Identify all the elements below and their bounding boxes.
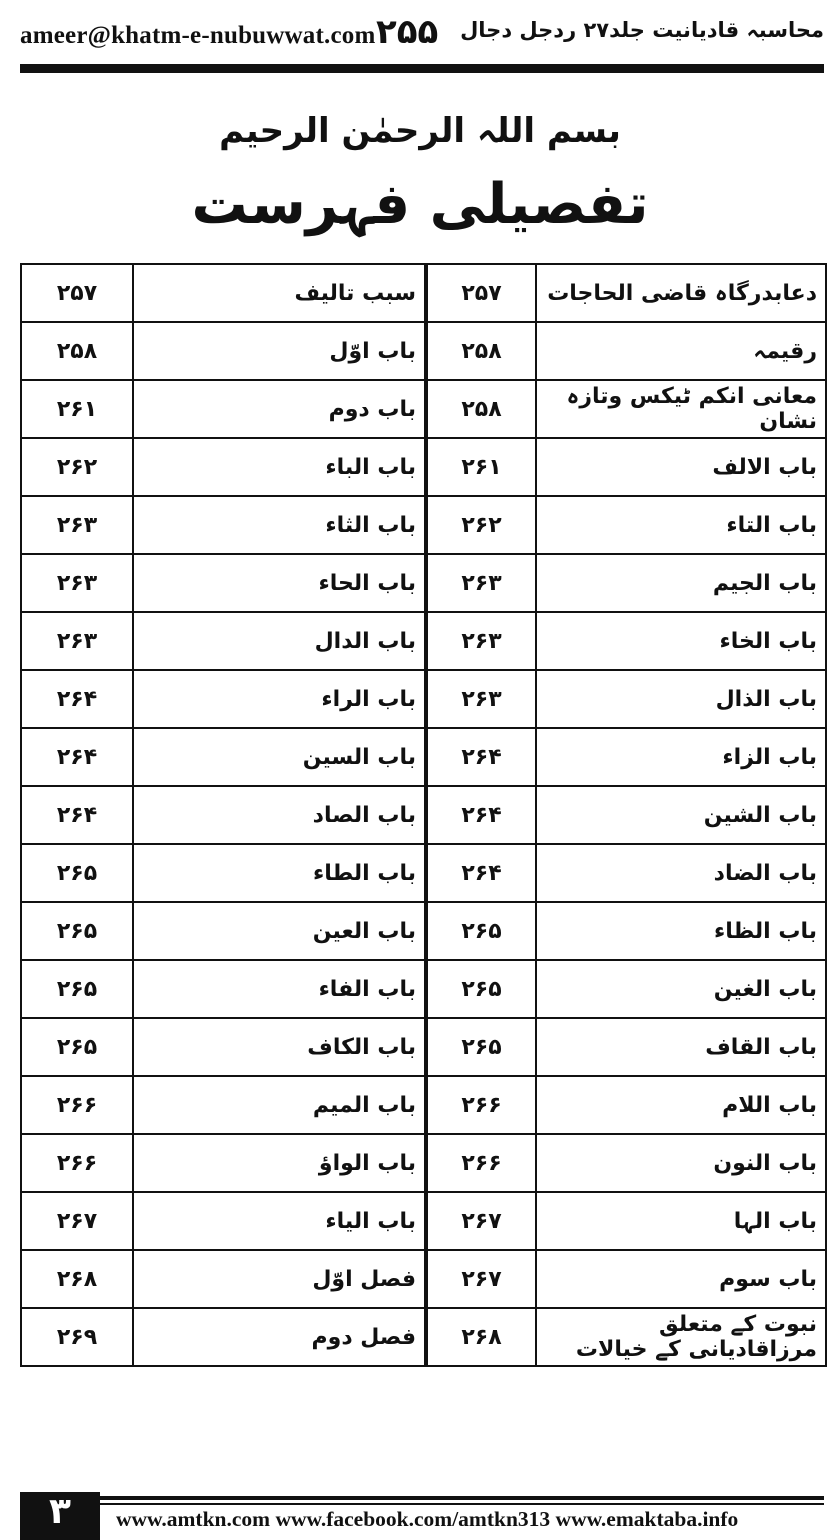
toc-page-right: ۲۶۶ — [426, 1134, 536, 1192]
toc-page-left: ۲۶۵ — [21, 1018, 133, 1076]
table-row — [21, 1192, 826, 1250]
table-row — [21, 1076, 826, 1134]
header-page-number: ۲۵۵ — [376, 12, 439, 52]
toc-page-right: ۲۶۷ — [426, 1250, 536, 1308]
toc-page-left: ۲۶۵ — [21, 902, 133, 960]
toc-entry-right: باب الالف — [536, 438, 826, 496]
toc-entry-left: باب الکاف — [133, 1018, 426, 1076]
toc-entry-right: باب الجیم — [536, 554, 826, 612]
toc-entry-right: رقیمہ — [536, 322, 826, 380]
toc-entry-right: معانی انکم ٹیکس وتازہ نشان — [536, 380, 826, 438]
toc-page-left: ۲۵۷ — [21, 264, 133, 322]
toc-page-right: ۲۶۱ — [426, 438, 536, 496]
toc-page-right: ۲۶۴ — [426, 786, 536, 844]
toc-entry-left: باب المیم — [133, 1076, 426, 1134]
toc-page-left: ۲۶۳ — [21, 612, 133, 670]
table-row — [21, 496, 826, 554]
toc-page-left: ۲۶۴ — [21, 786, 133, 844]
toc-page-right: ۲۶۳ — [426, 670, 536, 728]
toc-entry-left: باب الصاد — [133, 786, 426, 844]
toc-entry-right: باب اللام — [536, 1076, 826, 1134]
table-row — [21, 322, 826, 380]
table-row — [21, 1308, 826, 1366]
toc-page-left: ۲۶۶ — [21, 1134, 133, 1192]
page-title: تفصیلی فہرست — [191, 172, 649, 237]
toc-entry-right: باب النون — [536, 1134, 826, 1192]
toc-entry-left: فصل دوم — [133, 1308, 426, 1366]
toc-entry-left: باب الطاء — [133, 844, 426, 902]
toc-page-left: ۲۶۱ — [21, 380, 133, 438]
toc-page-right: ۲۶۳ — [426, 612, 536, 670]
toc-entry-left: باب الیاء — [133, 1192, 426, 1250]
table-row — [21, 1250, 826, 1308]
table-row — [21, 612, 826, 670]
toc-page-left: ۲۶۲ — [21, 438, 133, 496]
toc-page-left: ۲۶۳ — [21, 554, 133, 612]
toc-entry-left: باب اوّل — [133, 322, 426, 380]
toc-entry-right: نبوت کے متعلق مرزاقادیانی کے خیالات — [536, 1308, 826, 1366]
toc-entry-left: باب دوم — [133, 380, 426, 438]
toc-page-right: ۲۵۸ — [426, 380, 536, 438]
toc-page-right: ۲۶۴ — [426, 728, 536, 786]
toc-page-left: ۲۶۵ — [21, 844, 133, 902]
toc-entry-right: باب الشین — [536, 786, 826, 844]
toc-table — [20, 263, 827, 1367]
table-row — [21, 554, 826, 612]
toc-entry-left: باب الحاء — [133, 554, 426, 612]
toc-entry-right: باب الخاء — [536, 612, 826, 670]
toc-page-right: ۲۶۲ — [426, 496, 536, 554]
table-row — [21, 844, 826, 902]
toc-entry-right: باب الظاء — [536, 902, 826, 960]
toc-page-left: ۲۶۸ — [21, 1250, 133, 1308]
header-book-title: محاسبہ قادیانیت جلد۲۷ ردجل دجال — [460, 18, 824, 42]
header-email: ameer@khatm-e-nubuwwat.com — [20, 22, 376, 49]
toc-entry-right: باب التاء — [536, 496, 826, 554]
toc-page-right: ۲۶۸ — [426, 1308, 536, 1366]
table-row — [21, 786, 826, 844]
page-header — [20, 0, 824, 62]
toc-entry-right: باب القاف — [536, 1018, 826, 1076]
toc-page-left: ۲۵۸ — [21, 322, 133, 380]
toc-page-right: ۲۶۵ — [426, 960, 536, 1018]
toc-page-right: ۲۶۶ — [426, 1076, 536, 1134]
toc-entry-left: سبب تالیف — [133, 264, 426, 322]
toc-entry-right: باب الضاد — [536, 844, 826, 902]
toc-entry-left: باب الراء — [133, 670, 426, 728]
toc-page-right: ۲۶۵ — [426, 1018, 536, 1076]
toc-page-right: ۲۶۴ — [426, 844, 536, 902]
toc-page-left: ۲۶۴ — [21, 670, 133, 728]
toc-entry-left: باب الواؤ — [133, 1134, 426, 1192]
header-divider — [20, 64, 824, 73]
table-row — [21, 902, 826, 960]
table-row — [21, 670, 826, 728]
table-row — [21, 264, 826, 322]
toc-entry-left: باب الثاء — [133, 496, 426, 554]
table-row — [21, 1018, 826, 1076]
toc-entry-right: باب الزاء — [536, 728, 826, 786]
toc-page-left: ۲۶۹ — [21, 1308, 133, 1366]
toc-page-left: ۲۶۷ — [21, 1192, 133, 1250]
toc-page-left: ۲۶۳ — [21, 496, 133, 554]
table-row — [21, 960, 826, 1018]
toc-entry-right: باب الغین — [536, 960, 826, 1018]
toc-entry-right: باب الہا — [536, 1192, 826, 1250]
toc-entry-left: باب السین — [133, 728, 426, 786]
toc-page-right: ۲۵۷ — [426, 264, 536, 322]
toc-entry-right: باب الذال — [536, 670, 826, 728]
toc-entry-left: باب العین — [133, 902, 426, 960]
table-row — [21, 1134, 826, 1192]
footer-page-marker: ۳ — [20, 1492, 100, 1540]
toc-entry-left: باب الباء — [133, 438, 426, 496]
toc-page-left: ۲۶۶ — [21, 1076, 133, 1134]
toc-entry-right: باب سوم — [536, 1250, 826, 1308]
toc-page-left: ۲۶۴ — [21, 728, 133, 786]
toc-page-left: ۲۶۵ — [21, 960, 133, 1018]
table-row — [21, 380, 826, 438]
bismillah-heading: بسم اللہ الرحمٰن الرحیم — [219, 111, 621, 151]
toc-page-right: ۲۶۳ — [426, 554, 536, 612]
table-row — [21, 728, 826, 786]
toc-page-right: ۲۶۵ — [426, 902, 536, 960]
toc-entry-left: باب الدال — [133, 612, 426, 670]
table-row — [21, 438, 826, 496]
footer-divider — [100, 1496, 824, 1500]
toc-page-right: ۲۶۷ — [426, 1192, 536, 1250]
footer-links: www.amtkn.com www.facebook.com/amtkn313 www.emaktaba.info — [116, 1507, 739, 1531]
toc-entry-right: دعابدرگاہ قاضی الحاجات — [536, 264, 826, 322]
footer-divider-thin — [100, 1503, 824, 1505]
toc-page-right: ۲۵۸ — [426, 322, 536, 380]
toc-entry-left: باب الفاء — [133, 960, 426, 1018]
toc-entry-left: فصل اوّل — [133, 1250, 426, 1308]
